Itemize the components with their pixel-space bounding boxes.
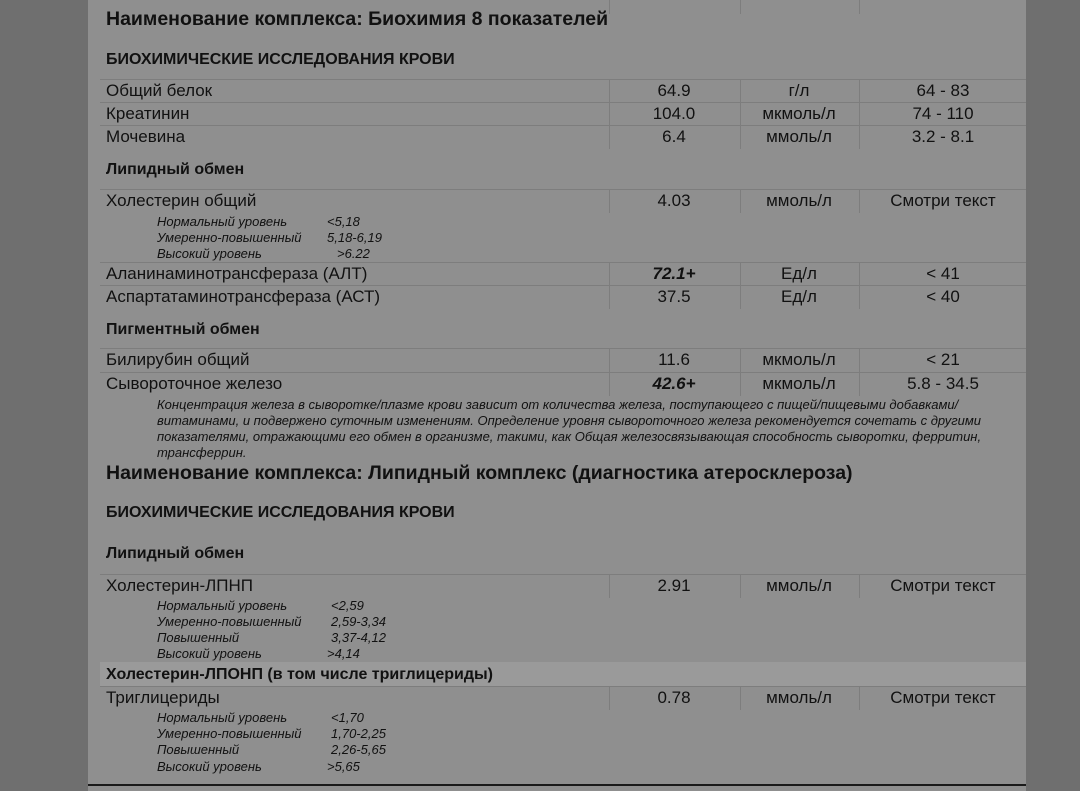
test-name: Аланинаминотрансфераза (АЛТ) bbox=[106, 264, 368, 283]
reference-note-value: >4,14 bbox=[327, 646, 360, 661]
test-reference: Смотри текст bbox=[890, 576, 996, 595]
row-divider bbox=[100, 262, 1026, 263]
row-divider bbox=[100, 102, 1026, 103]
test-unit: мкмоль/л bbox=[762, 350, 836, 369]
complex-title: Наименование комплекса: Биохимия 8 показателей bbox=[106, 8, 609, 30]
test-name: Креатинин bbox=[106, 104, 190, 123]
group-header: Холестерин-ЛПОНП (в том числе триглицериды) bbox=[106, 666, 493, 683]
row-divider bbox=[100, 348, 1026, 349]
test-unit: ммоль/л bbox=[766, 688, 832, 707]
test-reference: Смотри текст bbox=[890, 688, 996, 707]
row-divider bbox=[100, 372, 1026, 373]
test-reference: 5.8 - 34.5 bbox=[907, 374, 979, 393]
row-divider bbox=[100, 285, 1026, 286]
reference-note-label: Высокий уровень bbox=[157, 646, 262, 661]
group-header: Пигментный обмен bbox=[106, 321, 260, 338]
reference-note-label: Умеренно-повышенный bbox=[157, 726, 302, 741]
test-unit: мкмоль/л bbox=[762, 374, 836, 393]
column-divider bbox=[609, 0, 610, 14]
test-reference: 64 - 83 bbox=[916, 81, 970, 100]
test-value: 4.03 bbox=[657, 191, 691, 210]
row-divider bbox=[100, 686, 1026, 687]
reference-note-label: Высокий уровень bbox=[157, 246, 262, 261]
section-title: БИОХИМИЧЕСКИЕ ИССЛЕДОВАНИЯ КРОВИ bbox=[106, 51, 455, 68]
test-name: Триглицериды bbox=[106, 688, 220, 707]
test-unit: ммоль/л bbox=[766, 576, 832, 595]
test-value: 2.91 bbox=[657, 576, 691, 595]
column-divider bbox=[859, 0, 860, 14]
test-value: 11.6 bbox=[658, 350, 690, 369]
reference-note-value: <5,18 bbox=[327, 214, 360, 229]
test-unit: мкмоль/л bbox=[762, 104, 836, 123]
reference-note-value: 2,26-5,65 bbox=[331, 742, 386, 757]
test-name: Общий белок bbox=[106, 81, 213, 100]
test-value: 104.0 bbox=[652, 104, 696, 123]
test-value: 0.78 bbox=[657, 688, 691, 707]
reference-note-label: Повышенный bbox=[157, 742, 240, 757]
test-name: Мочевина bbox=[106, 127, 186, 146]
test-value-flagged: 72.1+ bbox=[652, 264, 696, 283]
reference-note-value: >6.22 bbox=[337, 246, 370, 261]
reference-note-label: Нормальный уровень bbox=[157, 598, 288, 613]
test-reference: Смотри текст bbox=[890, 191, 996, 210]
reference-note-value: <1,70 bbox=[331, 710, 364, 725]
test-name: Холестерин-ЛПНП bbox=[106, 576, 254, 595]
reference-note-value: >5,65 bbox=[327, 759, 360, 774]
row-divider bbox=[100, 574, 1026, 575]
reference-note-label: Высокий уровень bbox=[157, 759, 262, 774]
row-divider bbox=[100, 79, 1026, 80]
test-reference: 3.2 - 8.1 bbox=[911, 127, 975, 146]
reference-note-label: Повышенный bbox=[157, 630, 240, 645]
reference-note-value: 1,70-2,25 bbox=[331, 726, 386, 741]
reference-note-label: Нормальный уровень bbox=[157, 214, 288, 229]
reference-note-value: 3,37-4,12 bbox=[331, 630, 386, 645]
reference-note-value: <2,59 bbox=[331, 598, 364, 613]
test-value-flagged: 42.6+ bbox=[652, 374, 696, 393]
reference-note-value: 5,18-6,19 bbox=[327, 230, 382, 245]
test-reference: < 40 bbox=[926, 287, 960, 306]
test-name: Холестерин общий bbox=[106, 191, 257, 210]
test-name: Билирубин общий bbox=[106, 350, 250, 369]
test-reference: 74 - 110 bbox=[912, 104, 974, 123]
test-unit: ммоль/л bbox=[766, 191, 832, 210]
test-unit: ммоль/л bbox=[766, 127, 832, 146]
test-reference: < 41 bbox=[926, 264, 960, 283]
section-title: БИОХИМИЧЕСКИЕ ИССЛЕДОВАНИЯ КРОВИ bbox=[106, 504, 455, 521]
page-bottom-rule bbox=[88, 784, 1026, 786]
column-divider bbox=[740, 0, 741, 14]
row-divider bbox=[100, 189, 1026, 190]
test-value: 37.5 bbox=[657, 287, 691, 306]
test-reference: < 21 bbox=[926, 350, 960, 369]
test-unit: г/л bbox=[788, 81, 810, 100]
reference-note-value: 2,59-3,34 bbox=[331, 614, 386, 629]
test-unit: Ед/л bbox=[781, 264, 817, 283]
reference-note-label: Умеренно-повышенный bbox=[157, 614, 302, 629]
reference-note-label: Умеренно-повышенный bbox=[157, 230, 302, 245]
iron-comment: Концентрация железа в сыворотке/плазме крови зависит от количества железа, поступающего с пищей/пищевыми добавками/витаминами, и подвержено суточным изменениям. Определение уровня сывороточного железа рекомендуется сочетать с другими показателями, отражающими его обмен в организме, такими, как Общая железосвязывающая способность сыворотки, ферритин, трансферрин. bbox=[157, 397, 982, 460]
reference-note-label: Нормальный уровень bbox=[157, 710, 288, 725]
test-name: Аспартатаминотрансфераза (АСТ) bbox=[106, 287, 381, 306]
group-header: Липидный обмен bbox=[106, 545, 245, 562]
complex-title: Наименование комплекса: Липидный комплекс (диагностика атеросклероза) bbox=[106, 462, 853, 484]
test-name: Сывороточное железо bbox=[106, 374, 283, 393]
group-header: Липидный обмен bbox=[106, 161, 245, 178]
test-value: 64.9 bbox=[657, 81, 691, 100]
row-divider bbox=[100, 125, 1026, 126]
test-unit: Ед/л bbox=[781, 287, 817, 306]
test-value: 6.4 bbox=[662, 127, 686, 146]
